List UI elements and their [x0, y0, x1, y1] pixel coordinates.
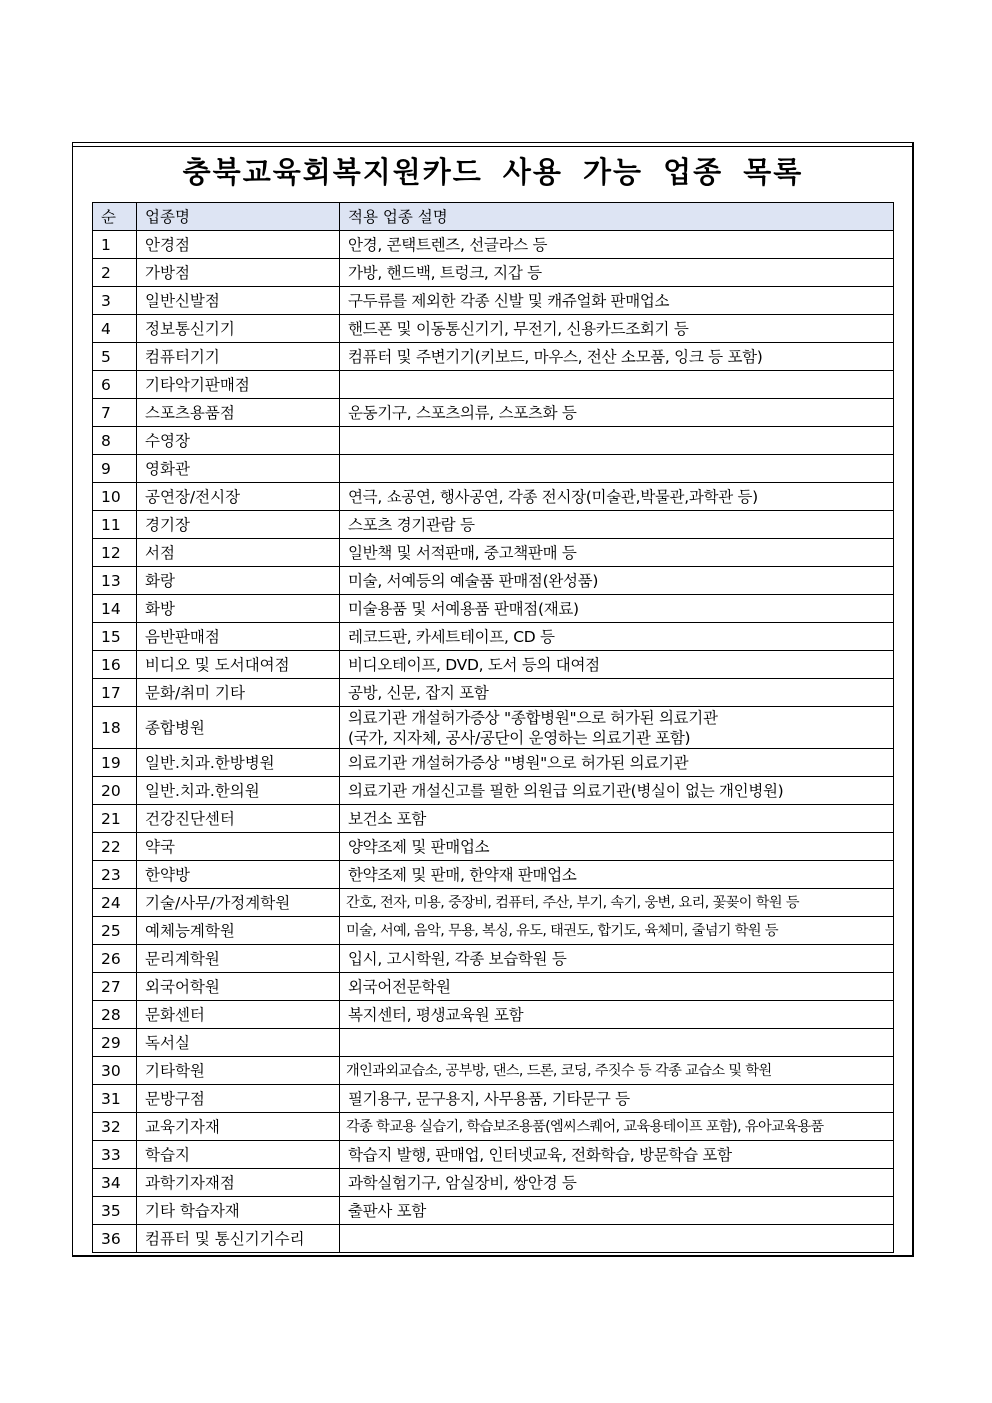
- table-row: [93, 679, 894, 707]
- business-description: 필기용구, 문구용지, 사무용품, 기타문구 등: [340, 1085, 894, 1113]
- row-number: 32: [93, 1113, 137, 1141]
- table-row: [93, 1001, 894, 1029]
- row-number: 13: [93, 567, 137, 595]
- row-number: 18: [93, 707, 137, 749]
- header-row: [93, 203, 894, 231]
- header-name: 업종명: [137, 203, 340, 231]
- business-description: [340, 1225, 894, 1253]
- business-name: 기타악기판매점: [137, 371, 340, 399]
- business-name: 영화관: [137, 455, 340, 483]
- business-name: 화랑: [137, 567, 340, 595]
- row-number: 23: [93, 861, 137, 889]
- row-number: 21: [93, 805, 137, 833]
- row-number: 22: [93, 833, 137, 861]
- table-row: [93, 861, 894, 889]
- business-name: 기술/사무/가정계학원: [137, 889, 340, 917]
- business-description: 레코드판, 카세트테이프, CD 등: [340, 623, 894, 651]
- business-name: 약국: [137, 833, 340, 861]
- business-description: 미술용품 및 서예용품 판매점(재료): [340, 595, 894, 623]
- business-description: 비디오테이프, DVD, 도서 등의 대여점: [340, 651, 894, 679]
- row-number: 1: [93, 231, 137, 259]
- table-row: [93, 623, 894, 651]
- description-line: (국가, 지자체, 공사/공단이 운영하는 의료기관 포함): [348, 728, 691, 747]
- business-description: 운동기구, 스포츠의류, 스포츠화 등: [340, 399, 894, 427]
- business-description: [340, 1029, 894, 1057]
- business-name: 음반판매점: [137, 623, 340, 651]
- row-number: 14: [93, 595, 137, 623]
- business-name: 컴퓨터 및 통신기기수리: [137, 1225, 340, 1253]
- business-description: 과학실험기구, 암실장비, 쌍안경 등: [340, 1169, 894, 1197]
- business-description: 양약조제 및 판매업소: [340, 833, 894, 861]
- table-row: [93, 917, 894, 945]
- description-line: 의료기관 개설허가증상 "종합병원"으로 허가된 의료기관: [348, 708, 718, 727]
- business-description: 공방, 신문, 잡지 포함: [340, 679, 894, 707]
- business-description: 안경, 콘택트렌즈, 선글라스 등: [340, 231, 894, 259]
- business-name: 문화센터: [137, 1001, 340, 1029]
- row-number: 16: [93, 651, 137, 679]
- row-number: 24: [93, 889, 137, 917]
- business-description: [340, 455, 894, 483]
- row-number: 35: [93, 1197, 137, 1225]
- business-name: 한약방: [137, 861, 340, 889]
- row-number: 19: [93, 749, 137, 777]
- table-row: [93, 483, 894, 511]
- business-name: 예체능계학원: [137, 917, 340, 945]
- table-row: [93, 511, 894, 539]
- table-row: [93, 1085, 894, 1113]
- table-row: [93, 1225, 894, 1253]
- table-row: [93, 945, 894, 973]
- row-number: 33: [93, 1141, 137, 1169]
- header-num: 순: [93, 203, 137, 231]
- table-row: [93, 539, 894, 567]
- business-name: 가방점: [137, 259, 340, 287]
- business-name: 일반신발점: [137, 287, 340, 315]
- business-name: 문화/취미 기타: [137, 679, 340, 707]
- business-description: 컴퓨터 및 주변기기(키보드, 마우스, 전산 소모품, 잉크 등 포함): [340, 343, 894, 371]
- table-row: [93, 707, 894, 749]
- business-name: 독서실: [137, 1029, 340, 1057]
- table-row: [93, 1113, 894, 1141]
- table-row: [93, 315, 894, 343]
- business-name: 종합병원: [137, 707, 340, 749]
- row-number: 25: [93, 917, 137, 945]
- row-number: 20: [93, 777, 137, 805]
- business-name: 기타 학습자재: [137, 1197, 340, 1225]
- table-row: [93, 805, 894, 833]
- business-name: 공연장/전시장: [137, 483, 340, 511]
- business-description: 개인과외교습소, 공부방, 댄스, 드론, 코딩, 주짓수 등 각종 교습소 및 학원: [340, 1057, 894, 1085]
- row-number: 28: [93, 1001, 137, 1029]
- business-name: 학습지: [137, 1141, 340, 1169]
- business-description: 미술, 서예등의 예술품 판매점(완성품): [340, 567, 894, 595]
- business-description: 연극, 쇼공연, 행사공연, 각종 전시장(미술관,박물관,과학관 등): [340, 483, 894, 511]
- row-number: 8: [93, 427, 137, 455]
- business-description: 일반책 및 서적판매, 중고책판매 등: [340, 539, 894, 567]
- row-number: 27: [93, 973, 137, 1001]
- business-description: 출판사 포함: [340, 1197, 894, 1225]
- table-row: [93, 1169, 894, 1197]
- business-description: 외국어전문학원: [340, 973, 894, 1001]
- business-description: 가방, 핸드백, 트렁크, 지갑 등: [340, 259, 894, 287]
- table-row: [93, 595, 894, 623]
- business-name: 서점: [137, 539, 340, 567]
- business-name: 일반.치과.한의원: [137, 777, 340, 805]
- row-number: 6: [93, 371, 137, 399]
- business-description: 핸드폰 및 이동통신기기, 무전기, 신용카드조회기 등: [340, 315, 894, 343]
- business-name: 건강진단센터: [137, 805, 340, 833]
- table-row: [93, 427, 894, 455]
- business-description: 보건소 포함: [340, 805, 894, 833]
- row-number: 11: [93, 511, 137, 539]
- business-description: 구두류를 제외한 각종 신발 및 캐쥬얼화 판매업소: [340, 287, 894, 315]
- business-description: 학습지 발행, 판매업, 인터넷교육, 전화학습, 방문학습 포함: [340, 1141, 894, 1169]
- business-description: [340, 707, 894, 749]
- table-row: [93, 371, 894, 399]
- business-description: 의료기관 개설신고를 필한 의원급 의료기관(병실이 없는 개인병원): [340, 777, 894, 805]
- table-row: [93, 343, 894, 371]
- table-row: [93, 231, 894, 259]
- table-row: [93, 259, 894, 287]
- business-name: 기타학원: [137, 1057, 340, 1085]
- table-row: [93, 973, 894, 1001]
- row-number: 34: [93, 1169, 137, 1197]
- table-row: [93, 1141, 894, 1169]
- business-type-table: [92, 202, 894, 1253]
- row-number: 29: [93, 1029, 137, 1057]
- table-row: [93, 287, 894, 315]
- table-row: [93, 567, 894, 595]
- business-name: 비디오 및 도서대여점: [137, 651, 340, 679]
- frame-double-line: [72, 146, 914, 147]
- row-number: 7: [93, 399, 137, 427]
- row-number: 5: [93, 343, 137, 371]
- business-name: 과학기자재점: [137, 1169, 340, 1197]
- table-row: [93, 399, 894, 427]
- business-name: 컴퓨터기기: [137, 343, 340, 371]
- header-desc: 적용 업종 설명: [340, 203, 894, 231]
- row-number: 26: [93, 945, 137, 973]
- row-number: 31: [93, 1085, 137, 1113]
- business-name: 수영장: [137, 427, 340, 455]
- business-description: 미술, 서예, 음악, 무용, 복싱, 유도, 태권도, 합기도, 육체미, 줄넘기 학원 등: [340, 917, 894, 945]
- table-row: [93, 651, 894, 679]
- table-row: [93, 777, 894, 805]
- row-number: 36: [93, 1225, 137, 1253]
- business-description: 입시, 고시학원, 각종 보습학원 등: [340, 945, 894, 973]
- business-description: [340, 371, 894, 399]
- row-number: 30: [93, 1057, 137, 1085]
- table-row: [93, 833, 894, 861]
- business-name: 안경점: [137, 231, 340, 259]
- business-description: 간호, 전자, 미용, 중장비, 컴퓨터, 주산, 부기, 속기, 웅변, 요리, 꽃꽂이 학원 등: [340, 889, 894, 917]
- business-name: 경기장: [137, 511, 340, 539]
- table-header: [93, 203, 894, 231]
- table-row: [93, 1029, 894, 1057]
- table-row: [93, 749, 894, 777]
- business-description: 의료기관 개설허가증상 "병원"으로 허가된 의료기관: [340, 749, 894, 777]
- row-number: 12: [93, 539, 137, 567]
- business-name: 문방구점: [137, 1085, 340, 1113]
- row-number: 2: [93, 259, 137, 287]
- business-description: 복지센터, 평생교육원 포함: [340, 1001, 894, 1029]
- row-number: 4: [93, 315, 137, 343]
- table-row: [93, 889, 894, 917]
- table-row: [93, 1057, 894, 1085]
- business-name: 정보통신기기: [137, 315, 340, 343]
- row-number: 3: [93, 287, 137, 315]
- row-number: 15: [93, 623, 137, 651]
- row-number: 10: [93, 483, 137, 511]
- business-name: 외국어학원: [137, 973, 340, 1001]
- business-name: 스포츠용품점: [137, 399, 340, 427]
- page-title: 충북교육회복지원카드 사용 가능 업종 목록: [182, 155, 804, 189]
- table-row: [93, 455, 894, 483]
- business-description: 한약조제 및 판매, 한약재 판매업소: [340, 861, 894, 889]
- business-name: 교육기자재: [137, 1113, 340, 1141]
- row-number: 9: [93, 455, 137, 483]
- business-description: 각종 학교용 실습기, 학습보조용품(엠씨스퀘어, 교육용테이프 포함), 유아교육용품: [340, 1113, 894, 1141]
- business-name: 문리계학원: [137, 945, 340, 973]
- table-body: [93, 231, 894, 1253]
- table-row: [93, 1197, 894, 1225]
- business-description: 스포츠 경기관람 등: [340, 511, 894, 539]
- business-name: 화방: [137, 595, 340, 623]
- row-number: 17: [93, 679, 137, 707]
- business-description: [340, 427, 894, 455]
- business-name: 일반.치과.한방병원: [137, 749, 340, 777]
